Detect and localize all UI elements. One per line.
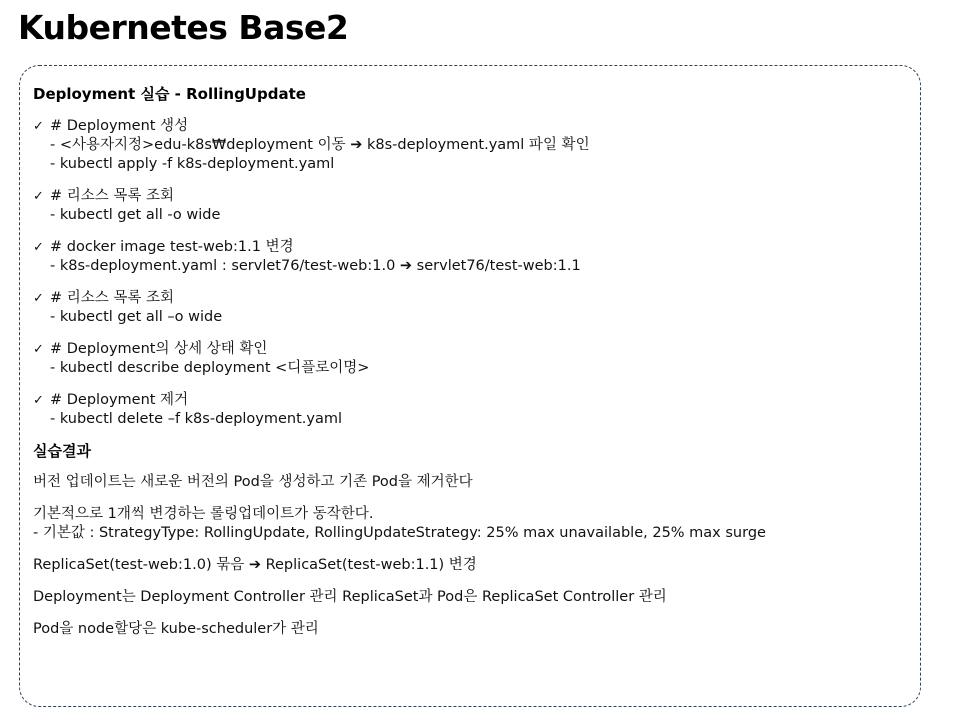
list-item-title: # Deployment 생성	[50, 118, 189, 134]
result-line: - 기본값 : StrategyType: RollingUpdate, RollingUpdateStrategy: 25% max unavailable, 25% max surge	[33, 525, 766, 541]
list-item-title: # docker image test-web:1.1 변경	[50, 239, 294, 255]
list-item-line: - <사용자지정>edu-k8s₩deployment 이동 ➔ k8s-deployment.yaml 파일 확인	[50, 137, 590, 153]
list-item-line: - kubectl apply -f k8s-deployment.yaml	[50, 156, 335, 172]
list-item	[33, 289, 913, 327]
results-heading: 실습결과	[33, 442, 91, 460]
result-paragraph	[33, 505, 913, 543]
check-icon: ✓	[33, 119, 44, 134]
check-icon: ✓	[33, 240, 44, 255]
list-item-line: - k8s-deployment.yaml : servlet76/test-web:1.0 ➔ servlet76/test-web:1.1	[50, 258, 581, 274]
check-icon: ✓	[33, 342, 44, 357]
check-list	[33, 117, 913, 429]
list-item-line: - kubectl describe deployment <디플로이명>	[50, 360, 370, 376]
result-line: ReplicaSet(test-web:1.0) 묶음 ➔ ReplicaSet(test-web:1.1) 변경	[33, 557, 477, 573]
result-line: Pod을 node할당은 kube-scheduler가 관리	[33, 621, 319, 637]
page-title: Kubernetes Base2	[18, 8, 349, 47]
list-item-line: - kubectl get all -o wide	[50, 207, 221, 223]
result-paragraph	[33, 473, 913, 492]
check-icon: ✓	[33, 393, 44, 408]
list-item	[33, 187, 913, 225]
list-item-title: # Deployment의 상세 상태 확인	[50, 341, 268, 357]
result-paragraph	[33, 620, 913, 639]
result-line: 버전 업데이트는 새로운 버전의 Pod을 생성하고 기존 Pod을 제거한다	[33, 474, 473, 490]
list-item-line: - kubectl get all –o wide	[50, 309, 223, 325]
check-icon: ✓	[33, 291, 44, 306]
result-line: 기본적으로 1개씩 변경하는 롤링업데이트가 동작한다.	[33, 506, 374, 522]
list-item	[33, 391, 913, 429]
list-item-title: # Deployment 제거	[50, 392, 189, 408]
result-line: Deployment는 Deployment Controller 관리 ReplicaSet과 Pod은 ReplicaSet Controller 관리	[33, 589, 667, 605]
section-heading: Deployment 실습 - RollingUpdate	[33, 85, 306, 103]
content-box	[19, 65, 921, 707]
list-item	[33, 117, 913, 174]
list-item-title: # 리소스 목록 조회	[50, 290, 175, 306]
list-item-title: # 리소스 목록 조회	[50, 188, 175, 204]
result-paragraph	[33, 556, 913, 575]
list-item-line: - kubectl delete –f k8s-deployment.yaml	[50, 411, 343, 427]
result-paragraph	[33, 588, 913, 607]
list-item	[33, 238, 913, 276]
check-icon: ✓	[33, 189, 44, 204]
content-inner	[33, 85, 913, 652]
list-item	[33, 340, 913, 378]
